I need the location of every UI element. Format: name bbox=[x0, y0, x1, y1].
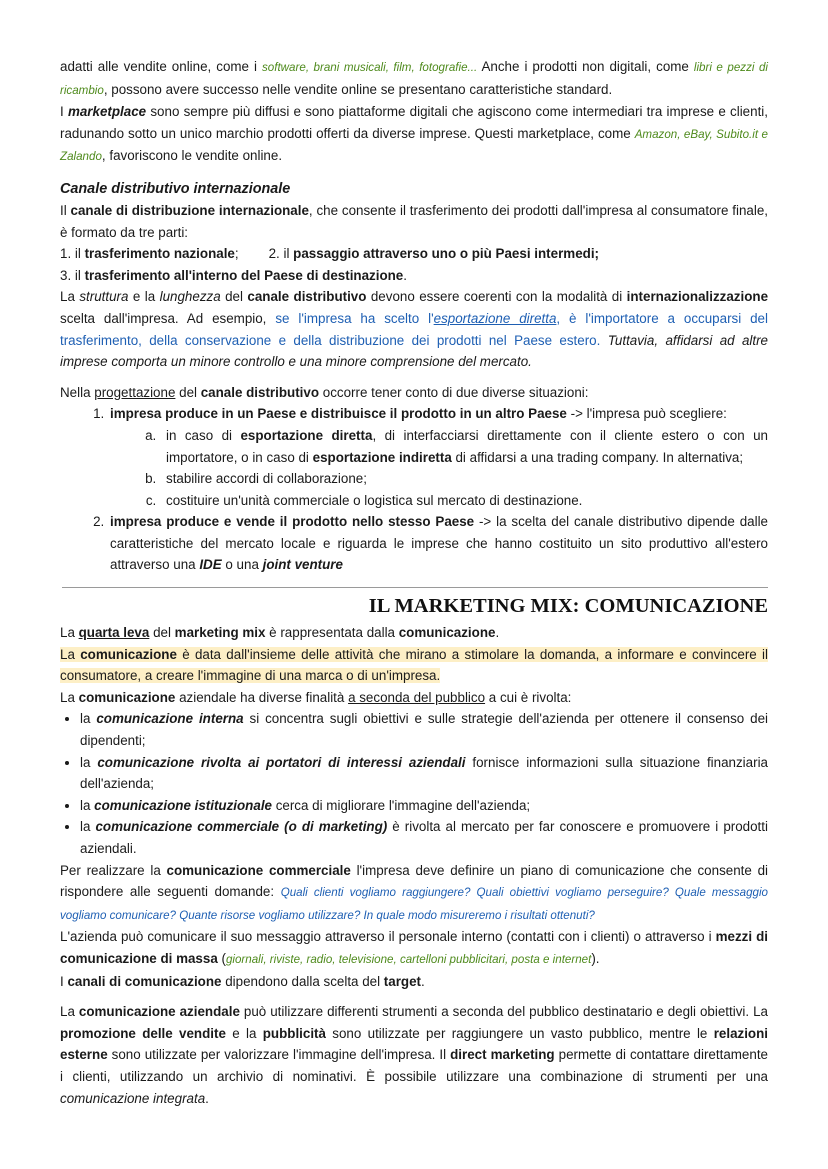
text: La bbox=[60, 625, 79, 641]
text: si concentra sugli obiettivi e sulle strategie dell'azienda per ottenere il consenso dei dipendenti; bbox=[80, 711, 768, 749]
list-item bbox=[108, 403, 768, 511]
text: è rappresentata dalla bbox=[265, 625, 399, 641]
example-text: se l'impresa ha scelto l' bbox=[275, 310, 434, 326]
term: joint venture bbox=[262, 557, 343, 573]
text: adatti alle vendite online, come i bbox=[60, 59, 262, 74]
section-divider bbox=[62, 587, 768, 588]
term: comunicazione integrata bbox=[60, 1090, 206, 1106]
text: . bbox=[495, 625, 500, 641]
text: a cui è rivolta: bbox=[485, 689, 572, 705]
text: 1. il bbox=[60, 246, 85, 262]
text: Nella bbox=[60, 384, 95, 400]
text: del bbox=[220, 289, 248, 305]
text: permette di contattare direttamente i clienti, utilizzando un archivio di nominativi. È possibile utilizzare una combinazione di strumenti per una bbox=[60, 1047, 768, 1084]
text: I bbox=[60, 104, 68, 120]
text: L'azienda può comunicare il suo messaggio attraverso il personale interno (contatti con i clienti) o attraverso i bbox=[60, 929, 716, 945]
text: fornisce informazioni sulla situazione finanziaria dell'azienda; bbox=[80, 754, 768, 792]
text: sono sempre più diffusi e sono piattaforme digitali che agiscono come intermediari tra imprese e clienti, radunando sotto un unico marchio prodotti offerti da diverse imprese. Questi marketplace, come bbox=[60, 104, 768, 141]
audience-intro bbox=[60, 687, 768, 709]
text: può utilizzare differenti strumenti a seconda del pubblico destinatario e degli obiettivi. La bbox=[239, 1004, 768, 1020]
term: comunicazione aziendale bbox=[78, 1004, 240, 1020]
text: o una bbox=[221, 557, 263, 573]
list-item bbox=[80, 708, 768, 751]
text: -> la scelta del canale distributivo dipende dalle caratteristiche del mercato locale e riguarda le imprese che hanno costituito un sito produttivo all'estero attraverso una bbox=[110, 514, 768, 573]
choices-sublist bbox=[110, 425, 768, 511]
term: promozione delle vendite bbox=[60, 1025, 226, 1041]
text: e la bbox=[128, 289, 160, 305]
international-channel-heading: Canale distributivo internazionale bbox=[60, 180, 291, 197]
note-text: Tuttavia, affidarsi ad altre imprese comporta un minore controllo e una minore comprensione del mercato. bbox=[60, 332, 768, 370]
text: . bbox=[421, 973, 425, 989]
term: marketing mix bbox=[174, 625, 266, 641]
term: a seconda del pubblico bbox=[348, 689, 486, 705]
text: . bbox=[205, 1090, 209, 1106]
text: , possono avere successo nelle vendite online se presentano caratteristiche standard. bbox=[103, 81, 613, 97]
term: comunicazione istituzionale bbox=[94, 797, 272, 813]
list-item bbox=[108, 511, 768, 576]
text: I bbox=[60, 973, 68, 989]
tools-paragraph bbox=[60, 1001, 768, 1109]
term: trasferimento all'interno del Paese di destinazione bbox=[84, 267, 404, 283]
term: IDE bbox=[199, 557, 222, 573]
design-intro bbox=[60, 382, 768, 404]
term: impresa produce in un Paese e distribuisce il prodotto in un altro Paese bbox=[110, 406, 567, 422]
international-intro bbox=[60, 200, 768, 243]
text: devono essere coerenti con la modalità di bbox=[366, 289, 627, 305]
list-item bbox=[80, 752, 768, 795]
media-examples: giornali, riviste, radio, televisione, cartelloni pubblicitari, posta e internet bbox=[225, 952, 592, 966]
example-text: , è l'importatore a occuparsi del trasferimento, della conservazione e della distribuzione dei prodotti nel Paese estero. bbox=[60, 310, 768, 348]
digital-products-examples: software, brani musicali, film, fotografie... bbox=[262, 61, 478, 74]
text: è rivolta al mercato per far conoscere e promuovere i prodotti aziendali. bbox=[80, 819, 768, 856]
term: canale distributivo bbox=[247, 289, 367, 305]
channel-parts-line-2 bbox=[60, 265, 768, 287]
example-term: esportazione diretta bbox=[433, 310, 557, 326]
text: è data dall'insieme delle attività che mirano a stimolare la domanda, a informare e convincere il consumatore, a creare l'immagine di una marca o di un'impresa. bbox=[60, 646, 768, 684]
text: l'impresa deve definire un piano di comunicazione che consente di rispondere alle seguenti domande: bbox=[60, 862, 768, 900]
term: esportazione indiretta bbox=[312, 449, 452, 465]
text: la bbox=[80, 819, 96, 835]
term: comunicazione rivolta ai portatori di interessi aziendali bbox=[97, 754, 466, 770]
text: , di interfacciarsi direttamente con il cliente estero o con un importatore, o in caso di bbox=[166, 427, 768, 465]
communication-plan-paragraph bbox=[60, 860, 768, 927]
channel-parts-line-1 bbox=[60, 243, 768, 265]
term: struttura bbox=[79, 289, 129, 305]
intro-paragraph bbox=[60, 56, 768, 101]
text: ( bbox=[217, 950, 226, 966]
term: internazionalizzazione bbox=[626, 289, 769, 305]
term: lunghezza bbox=[159, 289, 221, 305]
communication-types-list bbox=[60, 708, 768, 859]
text: Il bbox=[60, 202, 71, 218]
term: comunicazione bbox=[398, 625, 496, 641]
text: ; bbox=[234, 246, 239, 262]
term: comunicazione bbox=[78, 689, 176, 705]
term: relazioni esterne bbox=[60, 1025, 769, 1063]
text: la bbox=[80, 711, 97, 727]
document-page bbox=[60, 56, 768, 1109]
text: La bbox=[60, 646, 81, 662]
text: sono utilizzate per raggiungere un vasto pubblico, mentre le bbox=[325, 1025, 714, 1041]
term: quarta leva bbox=[78, 625, 150, 641]
list-item bbox=[80, 795, 768, 817]
text: dipendono dalla scelta del bbox=[221, 973, 384, 989]
marketplace-term: marketplace bbox=[67, 104, 147, 120]
term: trasferimento nazionale bbox=[84, 246, 235, 262]
text: ). bbox=[591, 950, 600, 966]
term: canale distributivo bbox=[200, 384, 320, 400]
non-digital-products-examples: libri e pezzi di ricambio bbox=[60, 61, 768, 97]
text: , favoriscono le vendite online. bbox=[101, 148, 283, 164]
text: del bbox=[175, 384, 201, 400]
text: scelta dall'impresa. Ad esempio, bbox=[60, 310, 276, 326]
text: La bbox=[60, 289, 80, 305]
text: Per realizzare la bbox=[60, 862, 167, 878]
fourth-lever-line bbox=[60, 622, 768, 644]
text: 2. il bbox=[268, 246, 294, 262]
term: comunicazione interna bbox=[96, 711, 244, 727]
term: direct marketing bbox=[450, 1047, 555, 1063]
list-item bbox=[80, 816, 768, 859]
text: la bbox=[80, 797, 95, 813]
term: pubblicità bbox=[262, 1025, 326, 1041]
text: La bbox=[60, 689, 79, 705]
term: target bbox=[383, 973, 422, 989]
list-item: b. stabilire accordi di collaborazione; bbox=[160, 468, 768, 490]
term: comunicazione commerciale bbox=[166, 862, 351, 878]
highlighted-definition bbox=[60, 647, 768, 684]
term: comunicazione bbox=[80, 646, 177, 662]
text: del bbox=[149, 625, 175, 641]
text: , che consente il trasferimento dei prodotti dall'impresa al consumatore finale, è formato da tre parti: bbox=[60, 202, 768, 240]
list-item: c. costituire un'unità commerciale o logistica sul mercato di destinazione. bbox=[160, 490, 768, 512]
text: occorre tener conto di due diverse situazioni: bbox=[319, 384, 589, 400]
text: La bbox=[60, 1004, 79, 1020]
text: 3. il bbox=[60, 267, 85, 283]
term: impresa produce e vende il prodotto nello stesso Paese bbox=[110, 514, 475, 530]
marketplace-examples: Amazon, eBay, Subito.it e Zalando bbox=[60, 127, 768, 164]
text: e la bbox=[225, 1025, 263, 1041]
text: Anche i prodotti non digitali, come bbox=[477, 59, 694, 74]
term: progettazione bbox=[94, 384, 176, 400]
text: -> l'impresa può scegliere: bbox=[566, 406, 727, 422]
term: canale di distribuzione internazionale bbox=[70, 202, 309, 218]
channels-line bbox=[60, 971, 768, 993]
section-title: IL MARKETING MIX: COMUNICAZIONE bbox=[368, 595, 768, 618]
text: in caso di bbox=[166, 427, 241, 443]
media-paragraph bbox=[60, 926, 768, 970]
term: passaggio attraverso uno o più Paesi intermedi; bbox=[293, 246, 599, 262]
text: . bbox=[403, 267, 407, 283]
design-situations-list bbox=[60, 403, 768, 576]
term: canali di comunicazione bbox=[67, 973, 222, 989]
communication-definition bbox=[60, 644, 768, 687]
structure-paragraph bbox=[60, 286, 768, 372]
list-item bbox=[160, 425, 768, 468]
text: la bbox=[80, 754, 98, 770]
text: di affidarsi a una trading company. In alternativa; bbox=[451, 449, 744, 465]
marketplace-paragraph bbox=[60, 101, 768, 168]
term: esportazione diretta bbox=[240, 427, 373, 443]
text: aziendale ha diverse finalità bbox=[175, 689, 349, 705]
plan-questions: Quali clienti vogliamo raggiungere? Quali obiettivi vogliamo perseguire? Quale messaggio vogliamo comunicare? Quante risorse vogliamo utilizzare? In quale modo misureremo i risultati ottenuti? bbox=[60, 886, 768, 922]
term: comunicazione commerciale (o di marketing) bbox=[95, 819, 388, 835]
term: mezzi di comunicazione di massa bbox=[60, 929, 769, 966]
text: cerca di migliorare l'immagine dell'azienda; bbox=[271, 797, 531, 813]
text: sono utilizzate per valorizzare l'immagine dell'impresa. Il bbox=[107, 1047, 451, 1063]
